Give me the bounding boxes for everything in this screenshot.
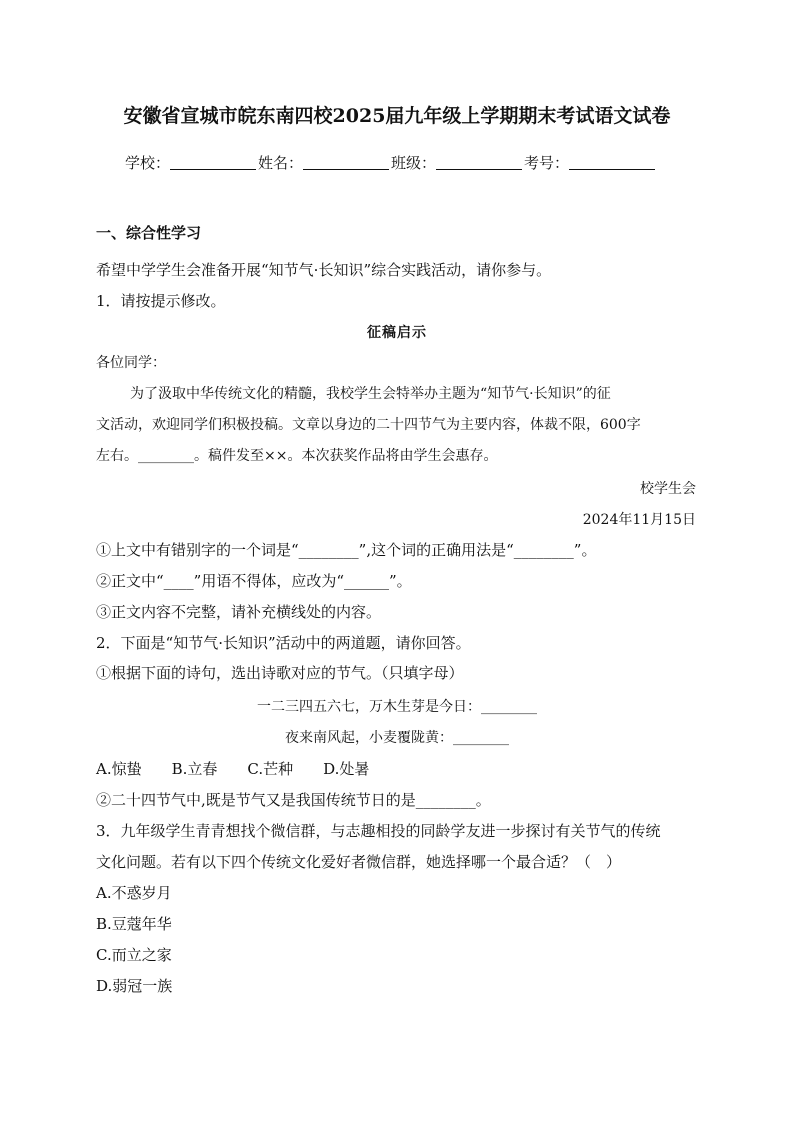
notice-title: 征稿启示 [367,325,427,341]
student-info-row [125,152,657,173]
school-label: 学校： [125,154,171,172]
option-d: D.处暑 [323,760,370,778]
name-label: 姓名： [258,154,304,172]
class-label: 班级： [391,154,437,172]
class-blank[interactable] [436,155,522,170]
poem-line-1: 一二三四五六七，万木生芽是今日：________ [257,699,537,715]
notice-body-line-1: 为了汲取中华传统文化的精髓，我校学生会特举办主题为“知节气·长知识”的征 [130,386,611,402]
exam-title: 安徽省宣城市皖东南四校2025届九年级上学期期末考试语文试卷 [123,105,671,127]
question-2-part-2: ②二十四节气中,既是节气又是我国传统节日的是________。 [96,791,491,809]
question-3-line-2: 文化问题。若有以下四个传统文化爱好者微信群，她选择哪一个最合适？（ ） [96,853,622,871]
question-1-part-3: ③正文内容不完整，请补充横线处的内容。 [96,603,382,621]
question-2: 2．下面是“知节气·长知识”活动中的两道题，请你回答。 [96,634,471,652]
question-1-part-2: ②正文中“____”用语不得体，应改为“______”。 [96,572,412,590]
notice-body-line-2: 文活动，欢迎同学们积极投稿。文章以身边的二十四节气为主要内容，体裁不限，600字 [96,417,641,433]
notice-body-line-3: 左右。________。稿件发至××。本次获奖作品将由学生会惠存。 [96,448,498,464]
notice-date: 2024年11月15日 [582,512,696,528]
section-intro: 希望中学学生会准备开展“知节气·长知识”综合实践活动，请你参与。 [96,261,552,279]
option-a: A.惊蛰 [96,760,142,778]
question-2-part-1: ①根据下面的诗句，选出诗歌对应的节气。（只填字母） [96,664,464,682]
section-heading: 一、综合性学习 [96,224,202,242]
notice-signature: 校学生会 [640,481,696,497]
number-blank[interactable] [569,155,655,170]
question-1: 1．请按提示修改。 [96,292,226,310]
question-3-option-a: A.不惑岁月 [96,884,172,902]
question-3-line-1: 3．九年级学生青青想找个微信群，与志趣相投的同龄学友进一步探讨有关节气的传统 [96,822,661,840]
question-1-part-1: ①上文中有错别字的一个词是“________”,这个词的正确用法是“________”。 [96,541,597,559]
question-3-option-c: C.而立之家 [96,946,172,964]
school-blank[interactable] [170,155,256,170]
option-c: C.芒种 [247,760,294,778]
question-2-options [96,758,369,779]
number-label: 考号： [524,154,570,172]
name-blank[interactable] [303,155,389,170]
question-3-option-b: B.豆蔻年华 [96,915,172,933]
notice-greeting: 各位同学： [96,355,166,371]
option-b: B.立春 [171,760,218,778]
question-3-option-d: D.弱冠一族 [96,977,173,995]
poem-line-2: 夜来南风起，小麦覆陇黄：________ [285,730,509,746]
